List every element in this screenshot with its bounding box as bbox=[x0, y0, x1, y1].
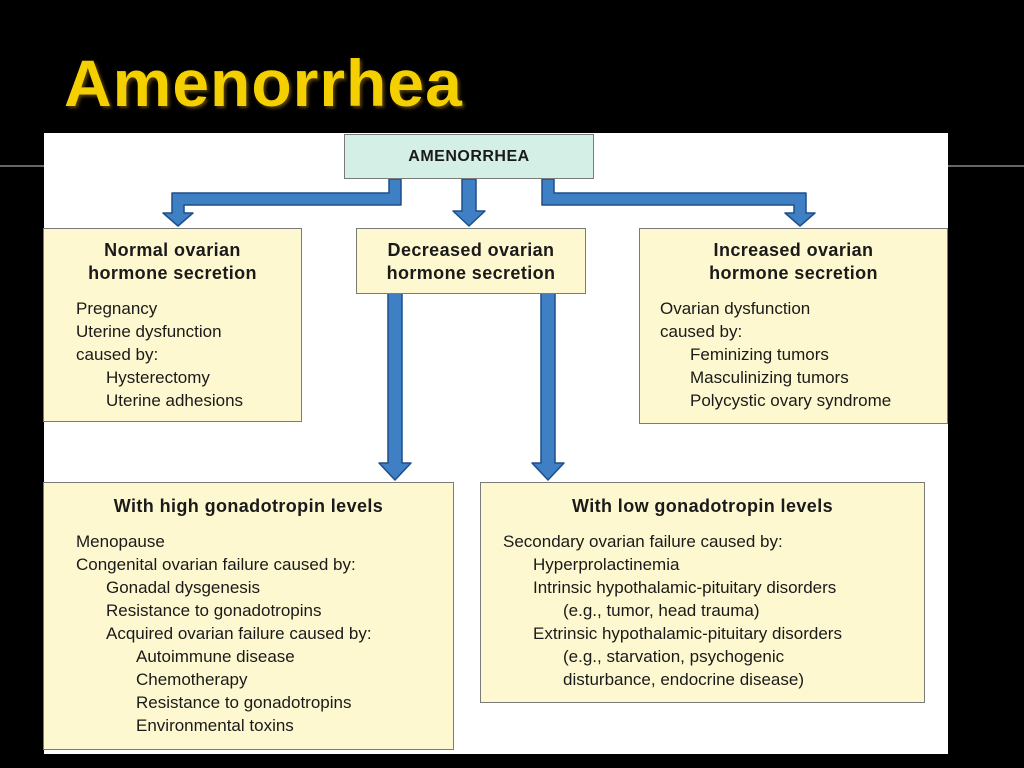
list-item: Menopause bbox=[76, 532, 165, 551]
list-item: caused by: bbox=[76, 345, 159, 364]
list-item: Environmental toxins bbox=[136, 716, 294, 735]
heading-line: Increased ovarian bbox=[713, 240, 874, 260]
arrow-to-increased bbox=[542, 179, 815, 226]
heading-line: hormone secretion bbox=[88, 263, 257, 283]
heading-line: hormone secretion bbox=[709, 263, 878, 283]
heading-line: Normal ovarian bbox=[104, 240, 241, 260]
list-item: disturbance, endocrine disease) bbox=[563, 670, 804, 689]
arrow-to-decreased bbox=[453, 179, 485, 226]
slide-title: Amenorrhea bbox=[64, 46, 463, 120]
low-gonadotropin-box bbox=[480, 482, 925, 703]
high-gonadotropin-box bbox=[43, 482, 454, 750]
list-item: (e.g., starvation, psychogenic bbox=[563, 647, 785, 666]
heading-line: With high gonadotropin levels bbox=[113, 496, 384, 516]
normal-secretion-box bbox=[43, 228, 302, 422]
list-item: Hysterectomy bbox=[106, 368, 210, 387]
heading-line: hormone secretion bbox=[386, 263, 556, 283]
list-item: (e.g., tumor, head trauma) bbox=[563, 601, 760, 620]
increased-secretion-list bbox=[660, 297, 947, 412]
list-item: Uterine adhesions bbox=[106, 391, 244, 410]
low-gonadotropin-list bbox=[503, 530, 924, 691]
list-item: Autoimmune disease bbox=[136, 647, 295, 666]
heading-line: With low gonadotropin levels bbox=[571, 496, 834, 516]
list-item: Gonadal dysgenesis bbox=[106, 578, 261, 597]
normal-secretion-heading bbox=[44, 239, 301, 285]
increased-secretion-box bbox=[639, 228, 948, 424]
list-item: Acquired ovarian failure caused by: bbox=[106, 624, 372, 643]
increased-secretion-heading bbox=[640, 239, 947, 285]
list-item: Uterine dysfunction bbox=[76, 322, 222, 341]
list-item: Extrinsic hypothalamic-pituitary disorders bbox=[533, 624, 842, 643]
low-gonadotropin-heading bbox=[481, 495, 924, 518]
high-gonadotropin-heading bbox=[44, 495, 453, 518]
list-item: Resistance to gonadotropins bbox=[106, 601, 322, 620]
list-item: Hyperprolactinemia bbox=[533, 555, 680, 574]
decreased-secretion-heading bbox=[357, 239, 585, 285]
list-item: Intrinsic hypothalamic-pituitary disorders bbox=[533, 578, 837, 597]
list-item: Ovarian dysfunction bbox=[660, 299, 811, 318]
high-gonadotropin-list bbox=[76, 530, 453, 737]
arrow-to-normal bbox=[163, 179, 401, 226]
decreased-secretion-box bbox=[356, 228, 586, 294]
arrow-to-low-gonadotropin bbox=[532, 293, 564, 480]
list-item: Pregnancy bbox=[76, 299, 158, 318]
list-item: Secondary ovarian failure caused by: bbox=[503, 532, 783, 551]
list-item: Congenital ovarian failure caused by: bbox=[76, 555, 356, 574]
arrow-to-high-gonadotropin bbox=[379, 293, 411, 480]
list-item: Chemotherapy bbox=[136, 670, 248, 689]
list-item: Polycystic ovary syndrome bbox=[690, 391, 892, 410]
root-node: AMENORRHEA bbox=[344, 134, 594, 179]
normal-secretion-list bbox=[76, 297, 301, 412]
list-item: caused by: bbox=[660, 322, 743, 341]
list-item: Masculinizing tumors bbox=[690, 368, 849, 387]
list-item: Resistance to gonadotropins bbox=[136, 693, 352, 712]
heading-line: Decreased ovarian bbox=[387, 240, 555, 260]
list-item: Feminizing tumors bbox=[690, 345, 829, 364]
